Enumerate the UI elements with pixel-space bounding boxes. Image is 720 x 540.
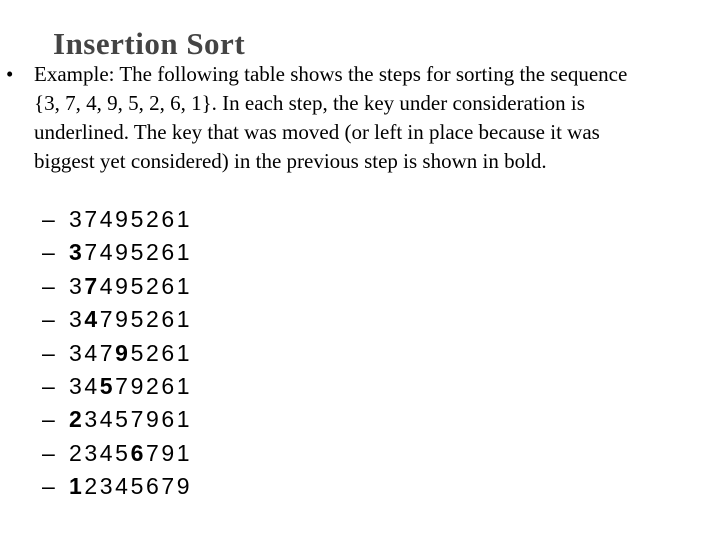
step-dash: – — [42, 406, 55, 433]
bullet-icon: • — [6, 62, 14, 86]
sort-steps-list — [42, 203, 192, 504]
step-dash: – — [42, 206, 55, 232]
step-number: 4 — [99, 239, 113, 266]
step-number: 3 — [69, 306, 82, 333]
step-number: 9 — [115, 239, 128, 266]
step-number: 9 — [176, 473, 190, 500]
step-number: 2 — [145, 206, 159, 232]
step-number: 4 — [99, 439, 113, 466]
step-number: 6 — [161, 306, 175, 333]
sort-step-row — [42, 270, 192, 303]
bullet-point — [6, 60, 656, 176]
step-number: 9 — [115, 272, 128, 299]
step-number: 6 — [145, 473, 159, 500]
step-number-bold: 3 — [69, 239, 82, 266]
step-number: 6 — [161, 372, 175, 399]
step-number-bold: 4 — [84, 306, 98, 333]
step-dash: – — [42, 239, 55, 266]
step-number: 3 — [69, 206, 82, 232]
sort-step-row — [42, 403, 192, 436]
step-number: 7 — [99, 339, 113, 366]
step-number-bold: 5 — [99, 372, 113, 399]
step-dash: – — [42, 372, 55, 399]
step-number: 4 — [99, 206, 113, 232]
step-dash: – — [42, 272, 55, 299]
step-number: 7 — [99, 306, 113, 333]
step-number: 2 — [145, 306, 159, 333]
step-number-bold: 6 — [130, 439, 144, 466]
step-number: 2 — [145, 339, 159, 366]
step-number: 5 — [130, 306, 144, 333]
step-number: 9 — [115, 306, 128, 333]
step-number: 5 — [115, 439, 128, 466]
step-number: 2 — [84, 473, 98, 500]
step-number: 3 — [69, 339, 82, 366]
step-number: 9 — [161, 439, 175, 466]
step-number: 1 — [176, 272, 190, 299]
step-dash: – — [42, 439, 55, 466]
step-number: 4 — [84, 339, 98, 366]
step-number: 2 — [145, 372, 159, 399]
step-number: 5 — [130, 339, 144, 366]
step-number: 2 — [145, 239, 159, 266]
sort-step-row — [42, 437, 192, 470]
step-number: 1 — [176, 406, 190, 433]
bullet-text: Example: The following table shows the steps for sorting the sequence {3, 7, 4, 9, 5, 2, 6, 1}. In each step, the key under consideration is underlined. The key that was moved (or left in place because it was biggest yet considered) in the previous step is shown in bold. — [34, 62, 628, 173]
step-number: 5 — [115, 406, 128, 433]
step-number: 6 — [161, 339, 175, 366]
step-number-bold: 1 — [69, 473, 82, 500]
step-number-bold: 9 — [115, 339, 128, 366]
step-number: 4 — [99, 272, 113, 299]
step-number: 3 — [69, 272, 82, 299]
step-number: 2 — [69, 439, 82, 466]
step-number: 6 — [161, 272, 175, 299]
sort-step-row — [42, 203, 192, 236]
step-number: 7 — [115, 372, 128, 399]
step-number: 4 — [99, 406, 113, 433]
step-number: 7 — [84, 206, 98, 232]
step-number: 5 — [130, 239, 144, 266]
step-number: 2 — [145, 272, 159, 299]
step-number: 3 — [69, 372, 82, 399]
sort-step-row — [42, 337, 192, 370]
slide-title: Insertion Sort — [53, 26, 246, 61]
step-number: 7 — [145, 439, 159, 466]
step-number: 1 — [176, 439, 190, 466]
step-dash: – — [42, 473, 55, 500]
sort-step-row — [42, 370, 192, 403]
step-number: 5 — [130, 206, 144, 232]
step-number: 7 — [130, 406, 144, 433]
step-number: 9 — [145, 406, 159, 433]
step-number-bold: 7 — [84, 272, 98, 299]
step-number: 3 — [99, 473, 113, 500]
sort-step-row — [42, 236, 192, 269]
step-number: 1 — [176, 206, 190, 232]
step-number: 5 — [130, 473, 144, 500]
step-number: 3 — [84, 406, 98, 433]
sort-step-row — [42, 470, 192, 503]
step-number: 1 — [176, 339, 190, 366]
step-number: 1 — [176, 372, 190, 399]
step-number: 1 — [176, 239, 190, 266]
step-number: 4 — [115, 473, 128, 500]
step-number: 9 — [115, 206, 128, 232]
step-number-bold: 2 — [69, 406, 82, 433]
step-number: 7 — [161, 473, 175, 500]
step-number: 9 — [130, 372, 144, 399]
step-number: 5 — [130, 272, 144, 299]
step-number: 6 — [161, 206, 175, 232]
step-number: 1 — [176, 306, 190, 333]
step-number: 6 — [161, 406, 175, 433]
step-number: 4 — [84, 372, 98, 399]
step-number: 7 — [84, 239, 98, 266]
step-number: 6 — [161, 239, 175, 266]
step-dash: – — [42, 339, 55, 366]
sort-step-row — [42, 303, 192, 336]
step-dash: – — [42, 306, 55, 333]
step-number: 3 — [84, 439, 98, 466]
